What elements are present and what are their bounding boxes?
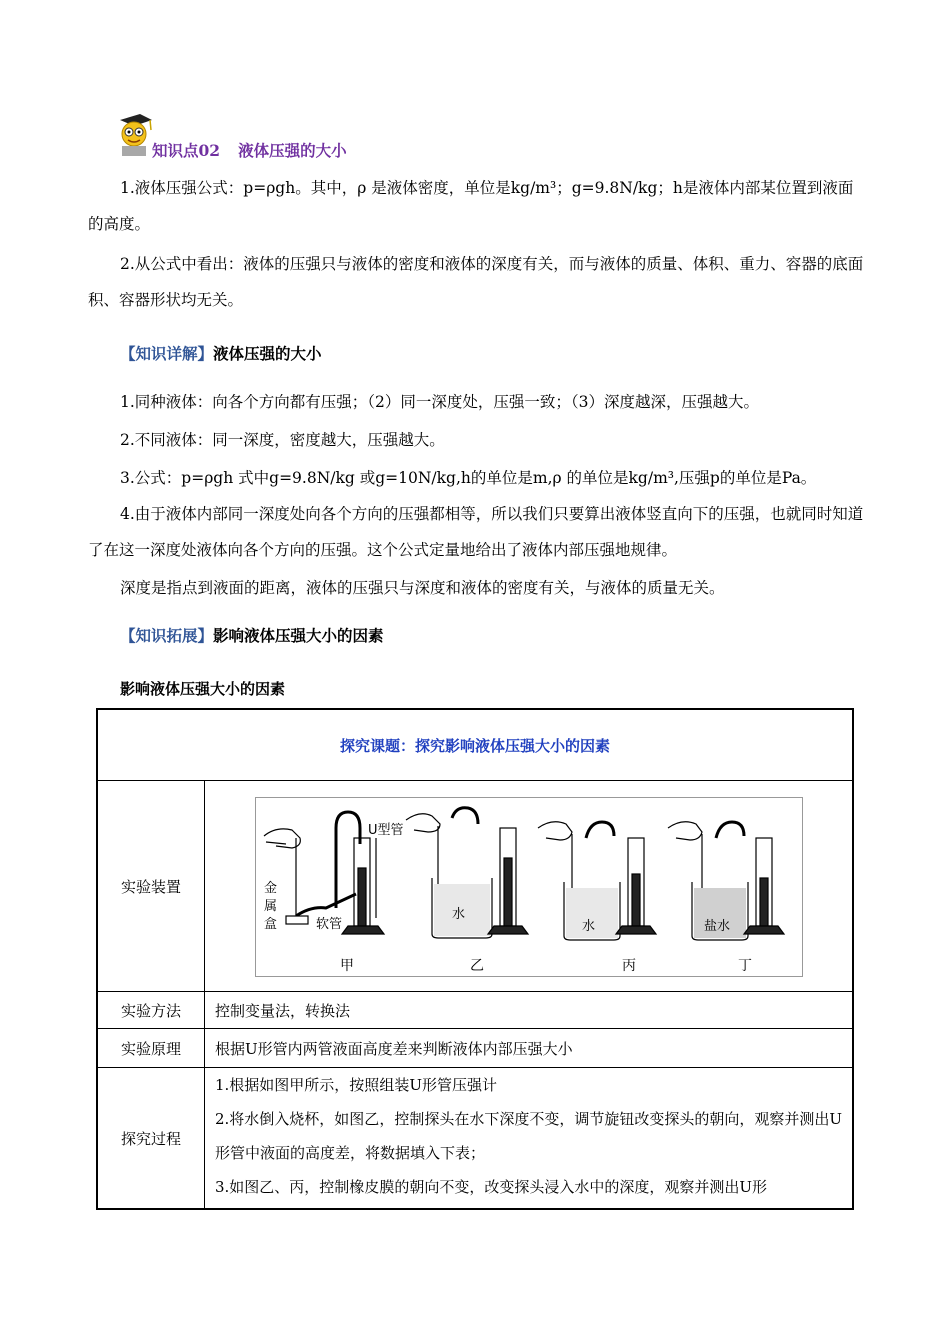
apparatus-c xyxy=(538,822,656,940)
table-row xyxy=(97,1029,853,1068)
detail-item-5: 深度是指点到液面的距离，液体的压强只与深度和液体的密度有关，与液体的质量无关。 xyxy=(120,579,725,597)
process-value xyxy=(205,1068,854,1210)
table-caption: 影响液体压强大小的因素 xyxy=(120,680,286,698)
process-line-2: 2.将水倒入烧杯，如图乙，控制探头在水下深度不变，调节旋钮改变探头的朝向，观察并测出U形管中液面的高度差，将数据填入下表； xyxy=(215,1110,842,1162)
apparatus-b xyxy=(406,808,528,938)
detail-title: 液体压强的大小 xyxy=(213,345,322,363)
detail-bracket: 【知识详解】 xyxy=(120,345,214,363)
water-label-c: 水 xyxy=(581,919,595,934)
detail-item-1: 1.同种液体：向各个方向都有压强；（2）同一深度处，压强一致；（3）深度越深，压强越大。 xyxy=(120,393,760,411)
salt-water-label: 盐水 xyxy=(703,919,730,934)
knowledge-point-number: 知识点02 xyxy=(152,141,221,160)
u-tube-label: U型管 xyxy=(367,823,404,838)
water-label-b: 水 xyxy=(451,907,465,922)
process-line-1: 1.根据如图甲所示，按照组装U形管压强计 xyxy=(215,1076,497,1094)
metal-box-label-1: 金 xyxy=(263,881,277,896)
apparatus-a xyxy=(264,812,384,934)
apparatus-figure-cell xyxy=(205,781,854,992)
knowledge-point-title xyxy=(152,139,347,161)
metal-box-label-3: 盒 xyxy=(263,917,277,932)
hose-label: 软管 xyxy=(315,917,342,932)
detail-item-2: 2.不同液体：同一深度，密度越大，压强越大。 xyxy=(120,431,445,449)
table-header-row xyxy=(97,709,853,781)
metal-box-label-2: 属 xyxy=(263,899,277,914)
expand-title: 影响液体压强大小的因素 xyxy=(213,627,384,645)
table-row xyxy=(97,992,853,1029)
detail-item-3: 3.公式：p=ρgh 式中g=9.8N/kg 或g=10N/kg,h的单位是m,ρ 的单位是kg/m³,压强p的单位是Pa。 xyxy=(120,469,817,487)
detail-item-4: 4.由于液体内部同一深度处向各个方向的压强都相等，所以我们只要算出液体竖直向下的压强，也就同时知道了在这一深度处液体向各个方向的压强。这个公式定量地给出了液体内部压强地规律。 xyxy=(88,505,864,559)
expand-bracket: 【知识拓展】 xyxy=(120,627,214,645)
caption-c: 丙 xyxy=(621,958,636,974)
table-header: 探究课题：探究影响液体压强大小的因素 xyxy=(97,709,853,781)
process-line-3: 3.如图乙、丙，控制橡皮膜的朝向不变，改变探头浸入水中的深度，观察并测出U形 xyxy=(215,1178,767,1196)
process-label: 探究过程 xyxy=(97,1068,205,1210)
kp-item-1: 1.液体压强公式：p=ρgh。其中，ρ 是液体密度，单位是kg/m³；g=9.8N/kg；h是液体内部某位置到液面的高度。 xyxy=(88,179,854,233)
method-value: 控制变量法，转换法 xyxy=(205,992,854,1029)
method-label: 实验方法 xyxy=(97,992,205,1029)
apparatus-label: 实验装置 xyxy=(97,781,205,992)
experiment-table xyxy=(96,708,854,1210)
principle-label: 实验原理 xyxy=(97,1029,205,1068)
caption-a: 甲 xyxy=(339,958,354,974)
expand-section-title xyxy=(120,624,384,646)
knowledge-point-name: 液体压强的大小 xyxy=(238,141,347,160)
table-row xyxy=(97,781,853,992)
caption-d: 丁 xyxy=(737,958,752,974)
detail-section-title xyxy=(120,342,322,364)
principle-value: 根据U形管内两管液面高度差来判断液体内部压强大小 xyxy=(205,1029,854,1068)
caption-b: 乙 xyxy=(469,958,484,974)
kp-item-2: 2.从公式中看出：液体的压强只与液体的密度和液体的深度有关，而与液体的质量、体积、重力、容器的底面积、容器形状均无关。 xyxy=(88,255,864,309)
table-row xyxy=(97,1068,853,1210)
mascot-icon xyxy=(116,112,154,158)
apparatus-figure xyxy=(255,797,803,977)
